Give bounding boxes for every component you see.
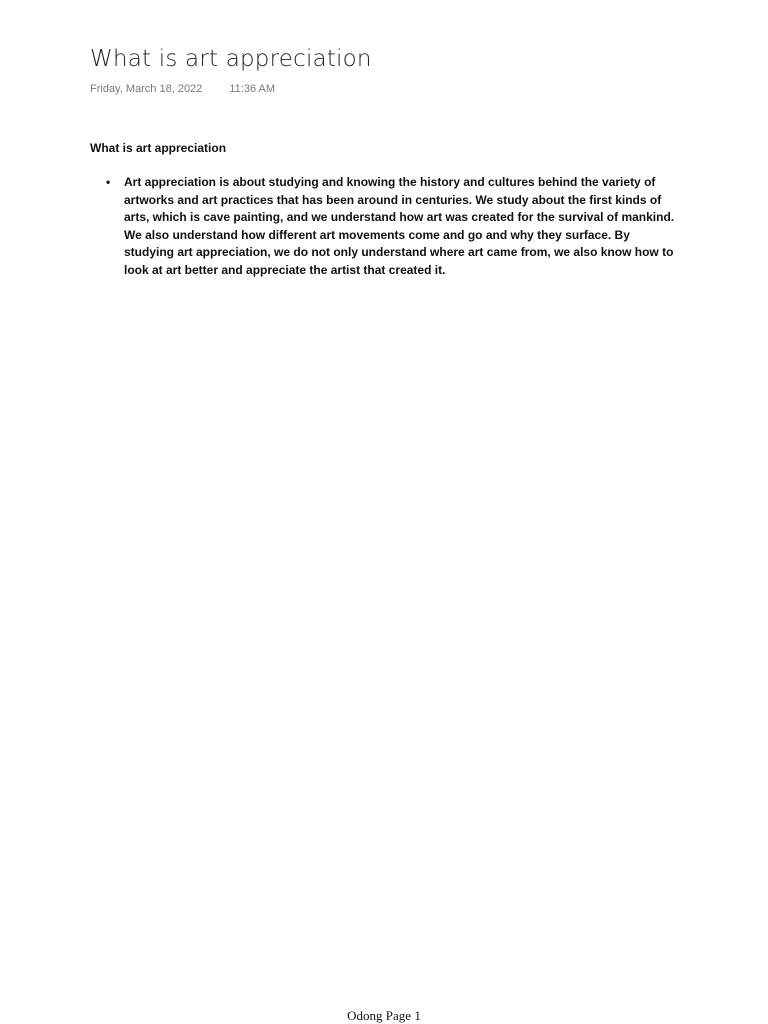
page-metadata xyxy=(90,83,275,95)
bullet-dot-icon: • xyxy=(106,175,111,189)
page-footer: Odong Page 1 xyxy=(347,1008,421,1023)
bullet-text: Art appreciation is about studying and knowing the history and cultures behind the variety of artworks and art practices that has been around in centuries. We study about the first kinds of arts, which is cave painting, and we understand how art was created for the survival of mankind. We also understand how different art movements come and go and why they surface. By studying art appreciation, we do not only understand where art came from, we also know how to look at art better and appreciate the artist that created it. xyxy=(124,175,675,277)
page-title: What is art appreciation xyxy=(90,46,372,72)
page-time: 11:36 AM xyxy=(229,83,276,95)
bullet-item xyxy=(106,174,682,280)
bullet-list xyxy=(106,174,682,280)
page-date: Friday, March 18, 2022 xyxy=(90,83,203,95)
section-heading: What is art appreciation xyxy=(90,141,227,155)
